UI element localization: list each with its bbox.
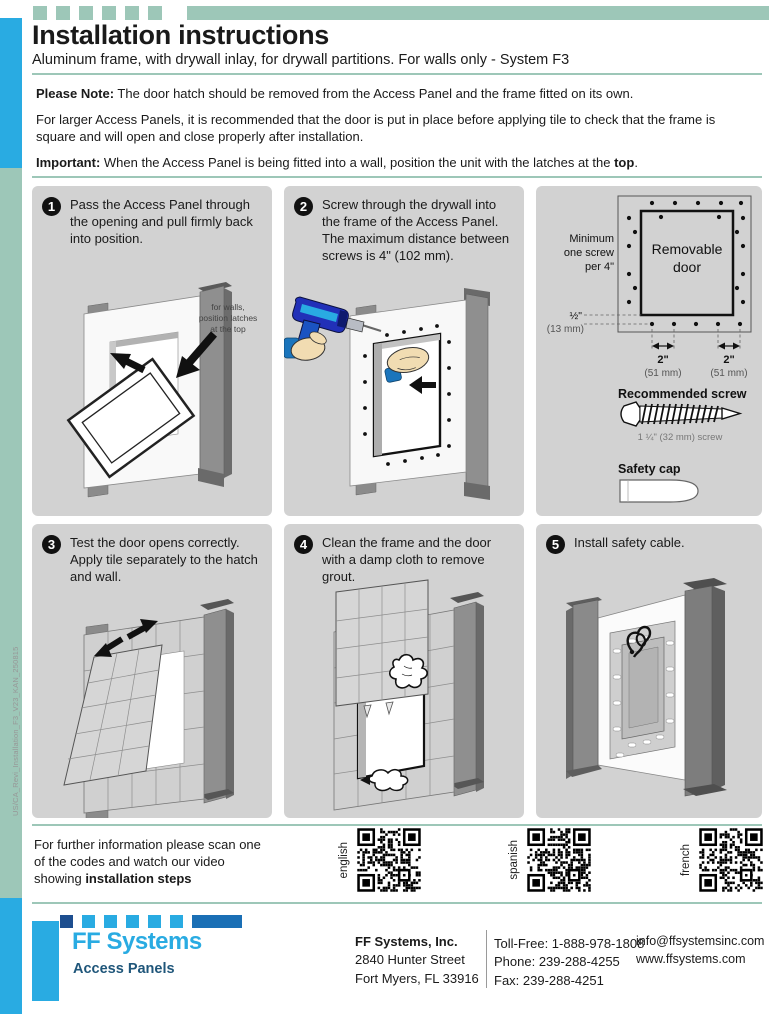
recommended-screw-label: Recommended screw	[618, 387, 747, 401]
note-label: Please Note:	[36, 86, 115, 101]
company-name: FF Systems, Inc.	[355, 934, 458, 949]
screw-icon	[621, 402, 740, 426]
qr-code-english	[356, 827, 422, 893]
min-screw-label: Minimum	[569, 233, 614, 245]
email: info@ffsystemsinc.com	[636, 934, 765, 948]
step-2-badge: 2	[294, 197, 313, 216]
footer-divider	[486, 930, 487, 988]
divider	[32, 824, 762, 826]
screw-size-label: 1 ¼" (32 mm) screw	[637, 432, 723, 443]
qr-intro-line	[34, 870, 261, 887]
step-5-badge: 5	[546, 535, 565, 554]
step-4-badge: 4	[294, 535, 313, 554]
contact-block	[636, 933, 764, 969]
divider	[32, 73, 762, 75]
step-2-text: Screw through the drywall into the frame of the Access Panel. The maximum distance between screws is 4" (102 mm).	[322, 197, 510, 264]
step-1-badge: 1	[42, 197, 61, 216]
step-4-text: Clean the frame and the door with a damp cloth to remove grout.	[322, 535, 492, 585]
notes-block	[36, 86, 751, 181]
step-5-header	[536, 524, 762, 554]
page-title: Installation instructions	[32, 20, 330, 50]
qr-code-spanish	[526, 827, 592, 893]
accent-square	[125, 6, 139, 20]
note-text: For larger Access Panels, it is recommended that the door is put in place before applying tile to check that the frame is square and will open and close properly after installation.	[36, 111, 716, 144]
logo-square	[104, 915, 117, 928]
step-1-panel	[32, 186, 272, 516]
min-screw-label: per 4"	[585, 261, 614, 273]
logo-bar	[192, 915, 242, 928]
qr-intro-bold: installation steps	[85, 871, 192, 887]
qr-block-english	[338, 827, 422, 893]
company-address	[355, 933, 479, 988]
website: www.ffsystems.com	[636, 951, 746, 966]
qr-intro-line: of the codes and watch our video	[34, 854, 225, 870]
step-3-illustration	[32, 583, 270, 818]
spacing-label: 2"	[657, 354, 669, 366]
step-2-panel	[284, 186, 524, 516]
annotation-line: at the top	[210, 324, 246, 334]
step-5-panel	[536, 524, 762, 818]
note-text: The door hatch should be removed from the Access Panel and the frame fitted on its own.	[114, 86, 634, 101]
step-3-panel	[32, 524, 272, 818]
phone-block	[494, 935, 644, 990]
logo-square	[60, 915, 73, 928]
removable-door-label: Removable	[651, 241, 723, 257]
phone: Phone: 239-288-4255	[494, 954, 620, 970]
tiled-door	[64, 645, 162, 785]
fax: Fax: 239-288-4251	[494, 972, 604, 988]
qr-intro-prefix: showing	[34, 871, 86, 887]
spacing-label: 2"	[723, 354, 735, 366]
step-1-text: Pass the Access Panel through the opening and pull firmly back into position.	[70, 197, 253, 247]
qr-label-english: english	[338, 841, 350, 879]
left-accent-cyan-bottom	[0, 898, 22, 1014]
spacing-mm-label: (51 mm)	[710, 368, 748, 379]
logo-tagline: Access Panels	[73, 961, 175, 977]
note-label: Important:	[36, 154, 101, 170]
logo-square	[126, 915, 139, 928]
step-1-header	[32, 186, 272, 247]
page-subtitle: Aluminum frame, with drywall inlay, for drywall partitions. For walls only - System F3	[32, 52, 570, 68]
step-5-illustration	[536, 573, 762, 818]
note-larger-panels	[36, 112, 751, 146]
qr-label-spanish: spanish	[508, 840, 520, 880]
step-3-header	[32, 524, 272, 585]
address-line: Fort Myers, FL 33916	[355, 970, 479, 986]
screw-spacing-diagram	[536, 186, 762, 516]
step-1-illustration	[32, 266, 270, 516]
logo-square	[148, 915, 161, 928]
annotation-line: position latches	[198, 313, 258, 323]
note-important	[36, 155, 751, 172]
step-3-text: Test the door opens correctly. Apply tile separately to the hatch and wall.	[70, 535, 258, 585]
step-2-header	[284, 186, 524, 265]
min-screw-label: one screw	[563, 247, 614, 259]
logo-wordmark: FF Systems	[72, 928, 202, 955]
accent-bar	[187, 6, 769, 20]
qr-block-french	[680, 827, 764, 893]
half-inch-mm-label: (13 mm)	[546, 324, 584, 335]
step-4-illustration	[284, 578, 522, 818]
note-bold-word: top	[614, 154, 635, 170]
accent-square	[33, 6, 47, 20]
step-2-illustration	[284, 276, 522, 516]
document-code: US/CA_Revi_Installation_F3_V23_KAN_250815	[11, 646, 20, 816]
qr-label-french: french	[680, 844, 692, 876]
logo-block-icon	[32, 921, 59, 1001]
wiping-cloth	[390, 655, 427, 688]
step-4-panel	[284, 524, 524, 818]
qr-block-spanish	[508, 827, 592, 893]
divider	[32, 902, 762, 904]
step-4-header	[284, 524, 524, 585]
removable-door-label: door	[672, 259, 702, 275]
annotation-line: for walls,	[211, 302, 245, 312]
accent-square	[56, 6, 70, 20]
accent-square	[102, 6, 116, 20]
logo-square	[170, 915, 183, 928]
note-text: .	[634, 154, 638, 170]
note-text: When the Access Panel is being fitted into a wall, position the unit with the latches at the	[100, 154, 615, 170]
step-3-badge: 3	[42, 535, 61, 554]
step-5-text: Install safety cable.	[574, 535, 685, 550]
spacing-mm-label: (51 mm)	[644, 368, 682, 379]
toll-free: Toll-Free: 1-888-978-1808	[494, 936, 645, 951]
screw-info-panel	[536, 186, 762, 516]
qr-intro-line: For further information please scan one	[34, 837, 261, 852]
half-inch-label: ½"	[569, 310, 582, 322]
accent-square	[79, 6, 93, 20]
logo-square	[82, 915, 95, 928]
note-please-note	[36, 86, 751, 103]
accent-square	[148, 6, 162, 20]
safety-cap-label: Safety cap	[618, 462, 681, 476]
left-accent-cyan-top	[0, 18, 22, 168]
safety-cap-icon	[620, 480, 698, 502]
qr-code-french	[698, 827, 764, 893]
divider	[32, 176, 762, 178]
address-line: 2840 Hunter Street	[355, 952, 465, 968]
qr-intro-text	[34, 836, 261, 887]
